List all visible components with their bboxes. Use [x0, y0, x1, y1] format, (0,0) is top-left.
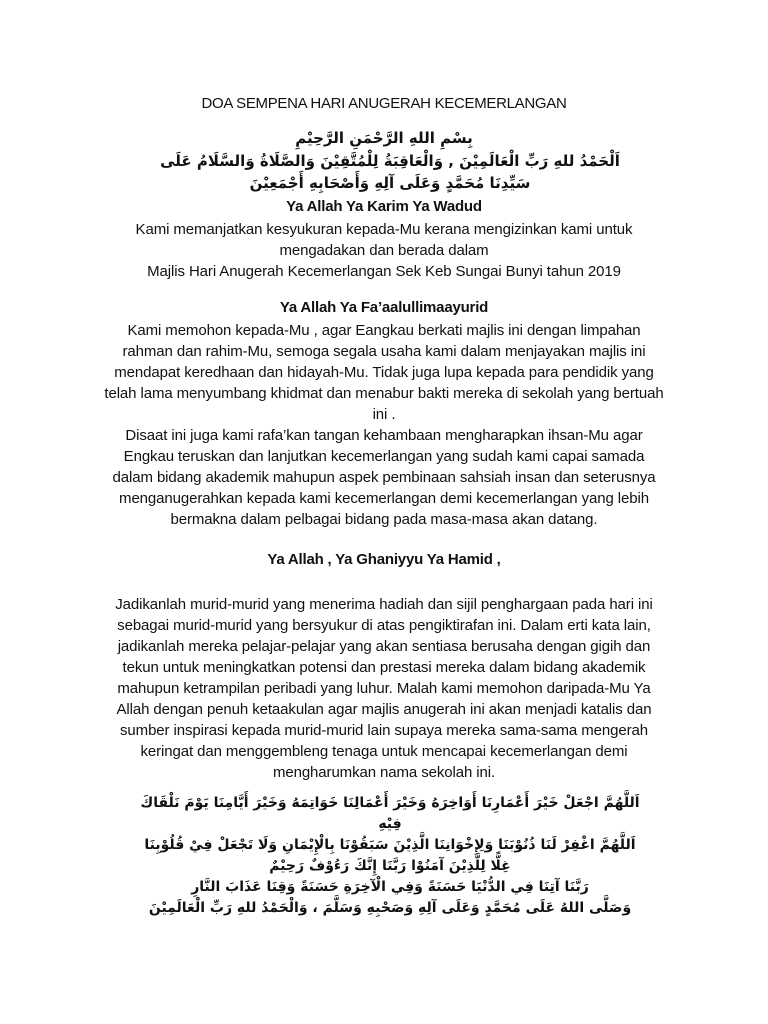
- dua-line: رَبَّنَا آتِنَا فِي الدُّنْيَا حَسَنَةً وَفِي الْآخِرَةِ حَسَنَةً وَقِنَا عَذَابَ النَّارِ: [191, 879, 589, 895]
- heading-karim-wadud: Ya Allah Ya Karim Ya Wadud: [286, 198, 482, 215]
- dua-line: وَصَلَّى اللهُ عَلَى مُحَمَّدٍ وَعَلَى آلِهِ وَصَحْبِهِ وَسَلَّمَ ، وَالْحَمْدُ للهِ رَبِّ الْعَالَمِيْنَ: [148, 900, 632, 916]
- paragraph-line: mengadakan dan berada dalam: [279, 242, 489, 259]
- paragraph-line: Majlis Hari Anugerah Kecemerlangan Sek Keb Sungai Bunyi tahun 2019: [147, 263, 621, 280]
- bismillah-text: بِسْمِ اللهِ الرَّحْمَنِ الرَّحِيْمِ: [295, 129, 473, 147]
- arabic-praise-text: اَلْحَمْدُ للهِ رَبِّ الْعَالَمِيْنَ , وَالْعَاقِبَةُ لِلْمُتَّقِيْنَ وَالصَّلَاةُ وَالسَّلَامُ عَلَى سَيِّدِنَا مُحَمَّدٍ وَعَلَى آلِهِ وَأَصْحَابِهِ أَجْمَعِيْنَ: [160, 152, 620, 192]
- document-title: DOA SEMPENA HARI ANUGERAH KECEMERLANGAN: [201, 95, 567, 112]
- dua-line: اَللَّهُمَّ اجْعَلْ خَيْرَ أَعْمَارِنَا أَوَاخِرَهُ وَخَيْرَ أَعْمَالِنَا خَوَاتِمَهُ وَخَيْرَ أَيَّامِنَا يَوْمَ نَلْقَاكَ فِيْهِ: [140, 795, 640, 832]
- closing-dua: [140, 793, 640, 919]
- paragraph-text: Kami memohon kepada-Mu , agar Eangkau berkati majlis ini dengan limpahan rahman dan rahim-Mu, semoga segala usaha kami dalam menjayakan majlis ini mendapat keredhaan dan hidayah-Mu. Tidak juga lupa kepada para pendidik yang telah lama menyumbang khidmat dan menabur bakti mereka di sekolah yang bertuah ini .: [104, 322, 664, 423]
- paragraph-text: Disaat ini juga kami rafa’kan tangan kehambaan mengharapkan ihsan-Mu agar Engkau teruskan dan lanjutkan kecemerlangan yang sudah kami capai samada dalam bidang akademik mahupun aspek pembinaan sahsiah insan dan seterusnya menganugerahkan kepada kami kecemerlangan demi kecemerlangan yang lebih bermakna dalam pelbagai bidang pada masa-masa akan datang.: [112, 427, 656, 528]
- paragraph-text: Jadikanlah murid-murid yang menerima hadiah dan sijil penghargaan pada hari ini sebagai murid-murid yang bersyukur di atas pengiktirafan ini. Dalam erti kata lain, jadikanlah mereka pelajar-pelajar yang akan sentiasa berusaha dengan gigih dan tekun untuk meningkatkan potensi dan prestasi mereka dalam bidang akademik mahupun ketrampilan peribadi yang luhur. Malah kami memohon daripada-Mu Ya Allah dengan penuh ketaakulan agar majlis anugerah ini akan menjadi katalis dan sumber inspirasi kepada murid-murid lain supaya mereka sama-sama mengerah keringat dan menggembleng tenaga untuk mencapai kecemerlangan demi mengharumkan nama sekolah ini.: [115, 596, 653, 781]
- paragraph-blessing: [104, 320, 664, 530]
- heading-faaalullimaayurid: Ya Allah Ya Fa’aalullimaayurid: [279, 299, 489, 316]
- heading-ghaniyyu-hamid: Ya Allah , Ya Ghaniyyu Ya Hamid ,: [267, 551, 501, 568]
- dua-line: اَللَّهُمَّ اغْفِرْ لَنَا ذُنُوْبَنَا وَلِإِخْوَانِنَا الَّذِيْنَ سَبَقُوْنَا بِالْإِيْمَانِ وَلَا تَجْعَلْ فِيْ قُلُوْبِنَا غِلًّا لِلَّذِيْنَ آمَنُوْا رَبَّنَا إِنَّكَ رَءُوْفٌ رَحِيْمٌ: [144, 837, 636, 874]
- paragraph-students: [104, 594, 664, 783]
- paragraph-gratitude: [104, 219, 664, 282]
- paragraph-line: Kami memanjatkan kesyukuran kepada-Mu kerana mengizinkan kami untuk: [135, 221, 633, 238]
